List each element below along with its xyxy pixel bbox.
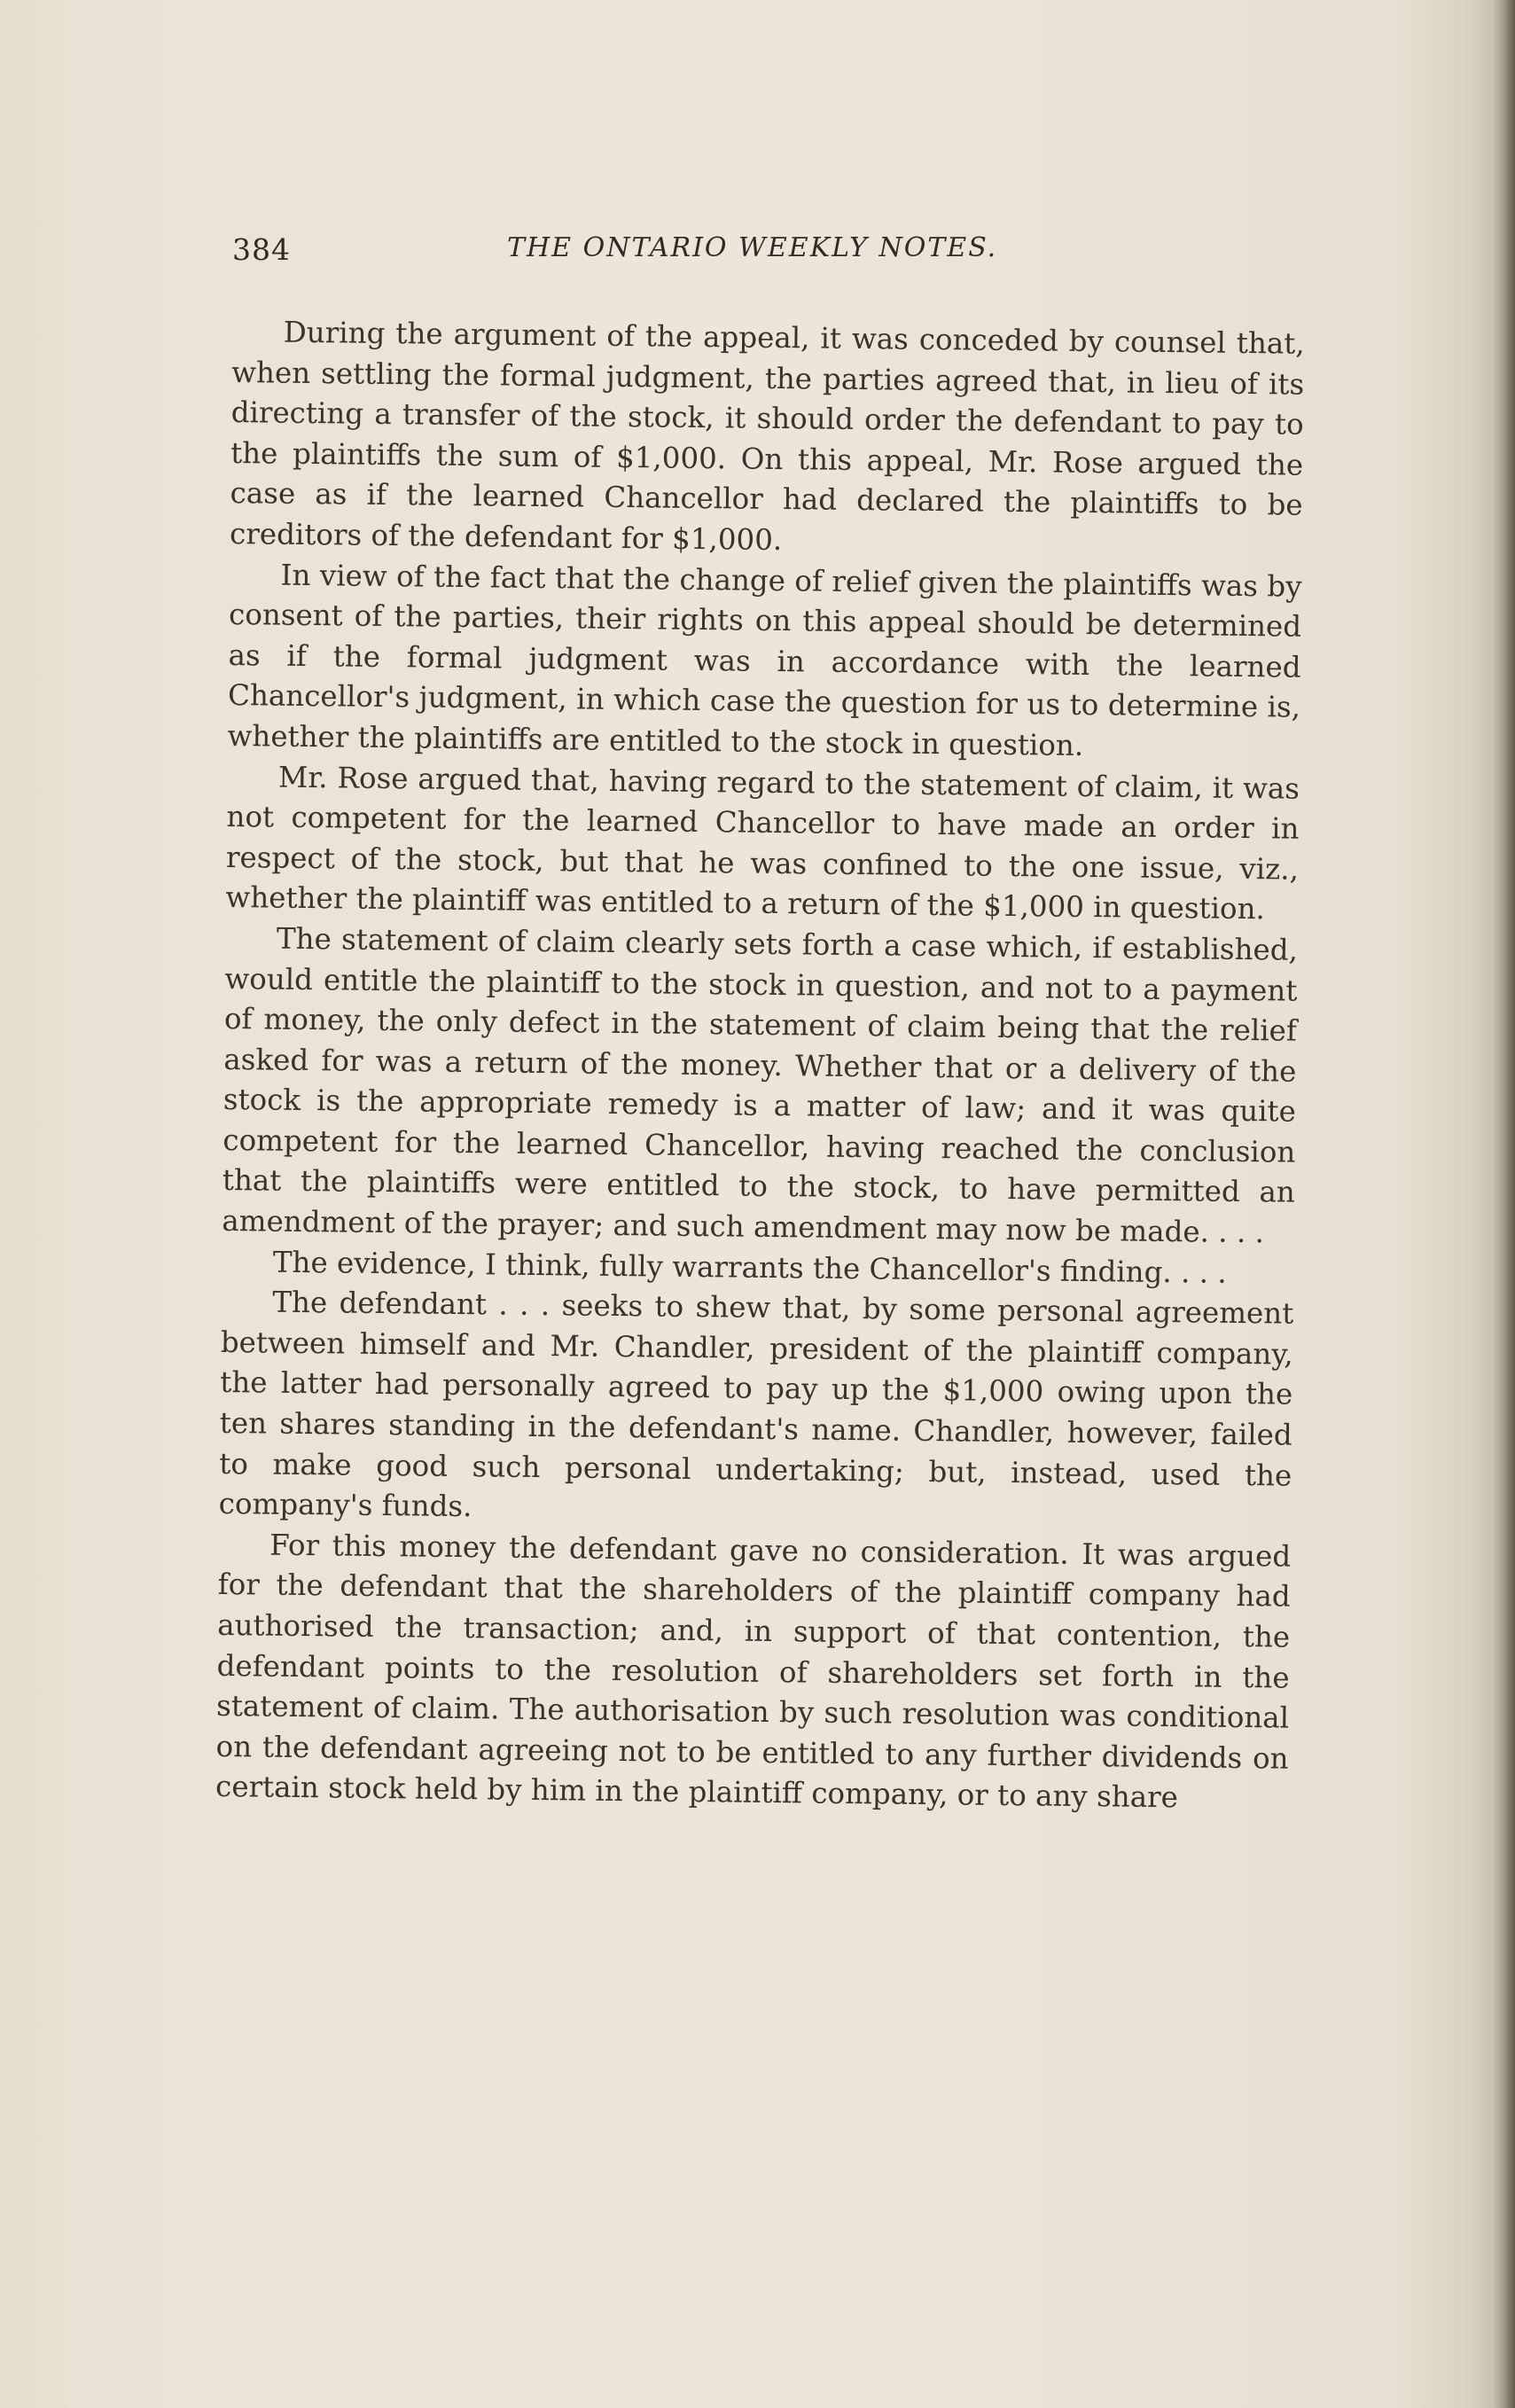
paragraph: Mr. Rose argued that, having regard to the statement of claim, it was not competent for the learned Chancellor to have made an order in respect of the stock, but that he was confined to the one issue, viz., whether the plaintiff was entitled to a return of the $1,000 in question.: [225, 760, 1300, 926]
body-text: [215, 312, 1305, 1820]
paragraph: The statement of claim clearly sets forth a case which, if established, would entitle the plaintiff to the stock in question, and not to a payment of money, the only defect in the statement of claim being that the relief asked for was a return of the money. Whether that or a delivery of the stock is the appropriate remedy is a matter of law; and it was quite competent for the learned Chancellor, having reached the conclusion that the plaintiffs were entitled to the stock, to have permitted an amendment of the prayer; and such amendment may now be made. . . .: [222, 921, 1299, 1250]
page-number: 384: [232, 232, 291, 267]
paragraph: In view of the fact that the change of relief given the plaintiffs was by consent of the parties, their rights on this appeal should be determined as if the formal judgment was in accordance with the learned Chancellor's judgment, in which case the question for us to determine is, whether the plaintiffs are entitled to the stock in question.: [227, 558, 1302, 762]
paragraph: During the argument of the appeal, it was conceded by counsel that, when settling the formal judgment, the parties agreed that, in lieu of its directing a transfer of the stock, it should order the defendant to pay to the plaintiffs the sum of $1,000. On this appeal, Mr. Rose argued the case as if the learned Chancellor had declared the plaintiffs to be creditors of the defendant for $1,000.: [229, 315, 1305, 558]
page-header: [232, 232, 1305, 285]
paragraph: The defendant . . . seeks to shew that, by some personal agreement between himself and Mr. Chandler, president of the plaintiff company, the latter had personally agreed to pay up the $1,000 owing upon the ten shares standing in the defendant's name. Chandler, however, failed to make good such personal undertaking; but, instead, used the company's funds.: [218, 1285, 1294, 1524]
paragraph: For this money the defendant gave no consideration. It was argued for the defendant that the shareholders of the plaintiff company had authorised the transaction; and, in support of that contention, the defendant points to the resolution of shareholders set forth in the statement of claim. The authorisation by such resolution was conditional on the defendant agreeing not to be entitled to any further dividends on certain stock held by him in the plaintiff company, or to any share: [215, 1528, 1292, 1815]
page-edge: [1492, 0, 1515, 2408]
running-title: THE ONTARIO WEEKLY NOTES.: [507, 232, 998, 263]
paragraph: The evidence, I think, fully warrants the Chancellor's finding. . . .: [272, 1245, 1227, 1290]
